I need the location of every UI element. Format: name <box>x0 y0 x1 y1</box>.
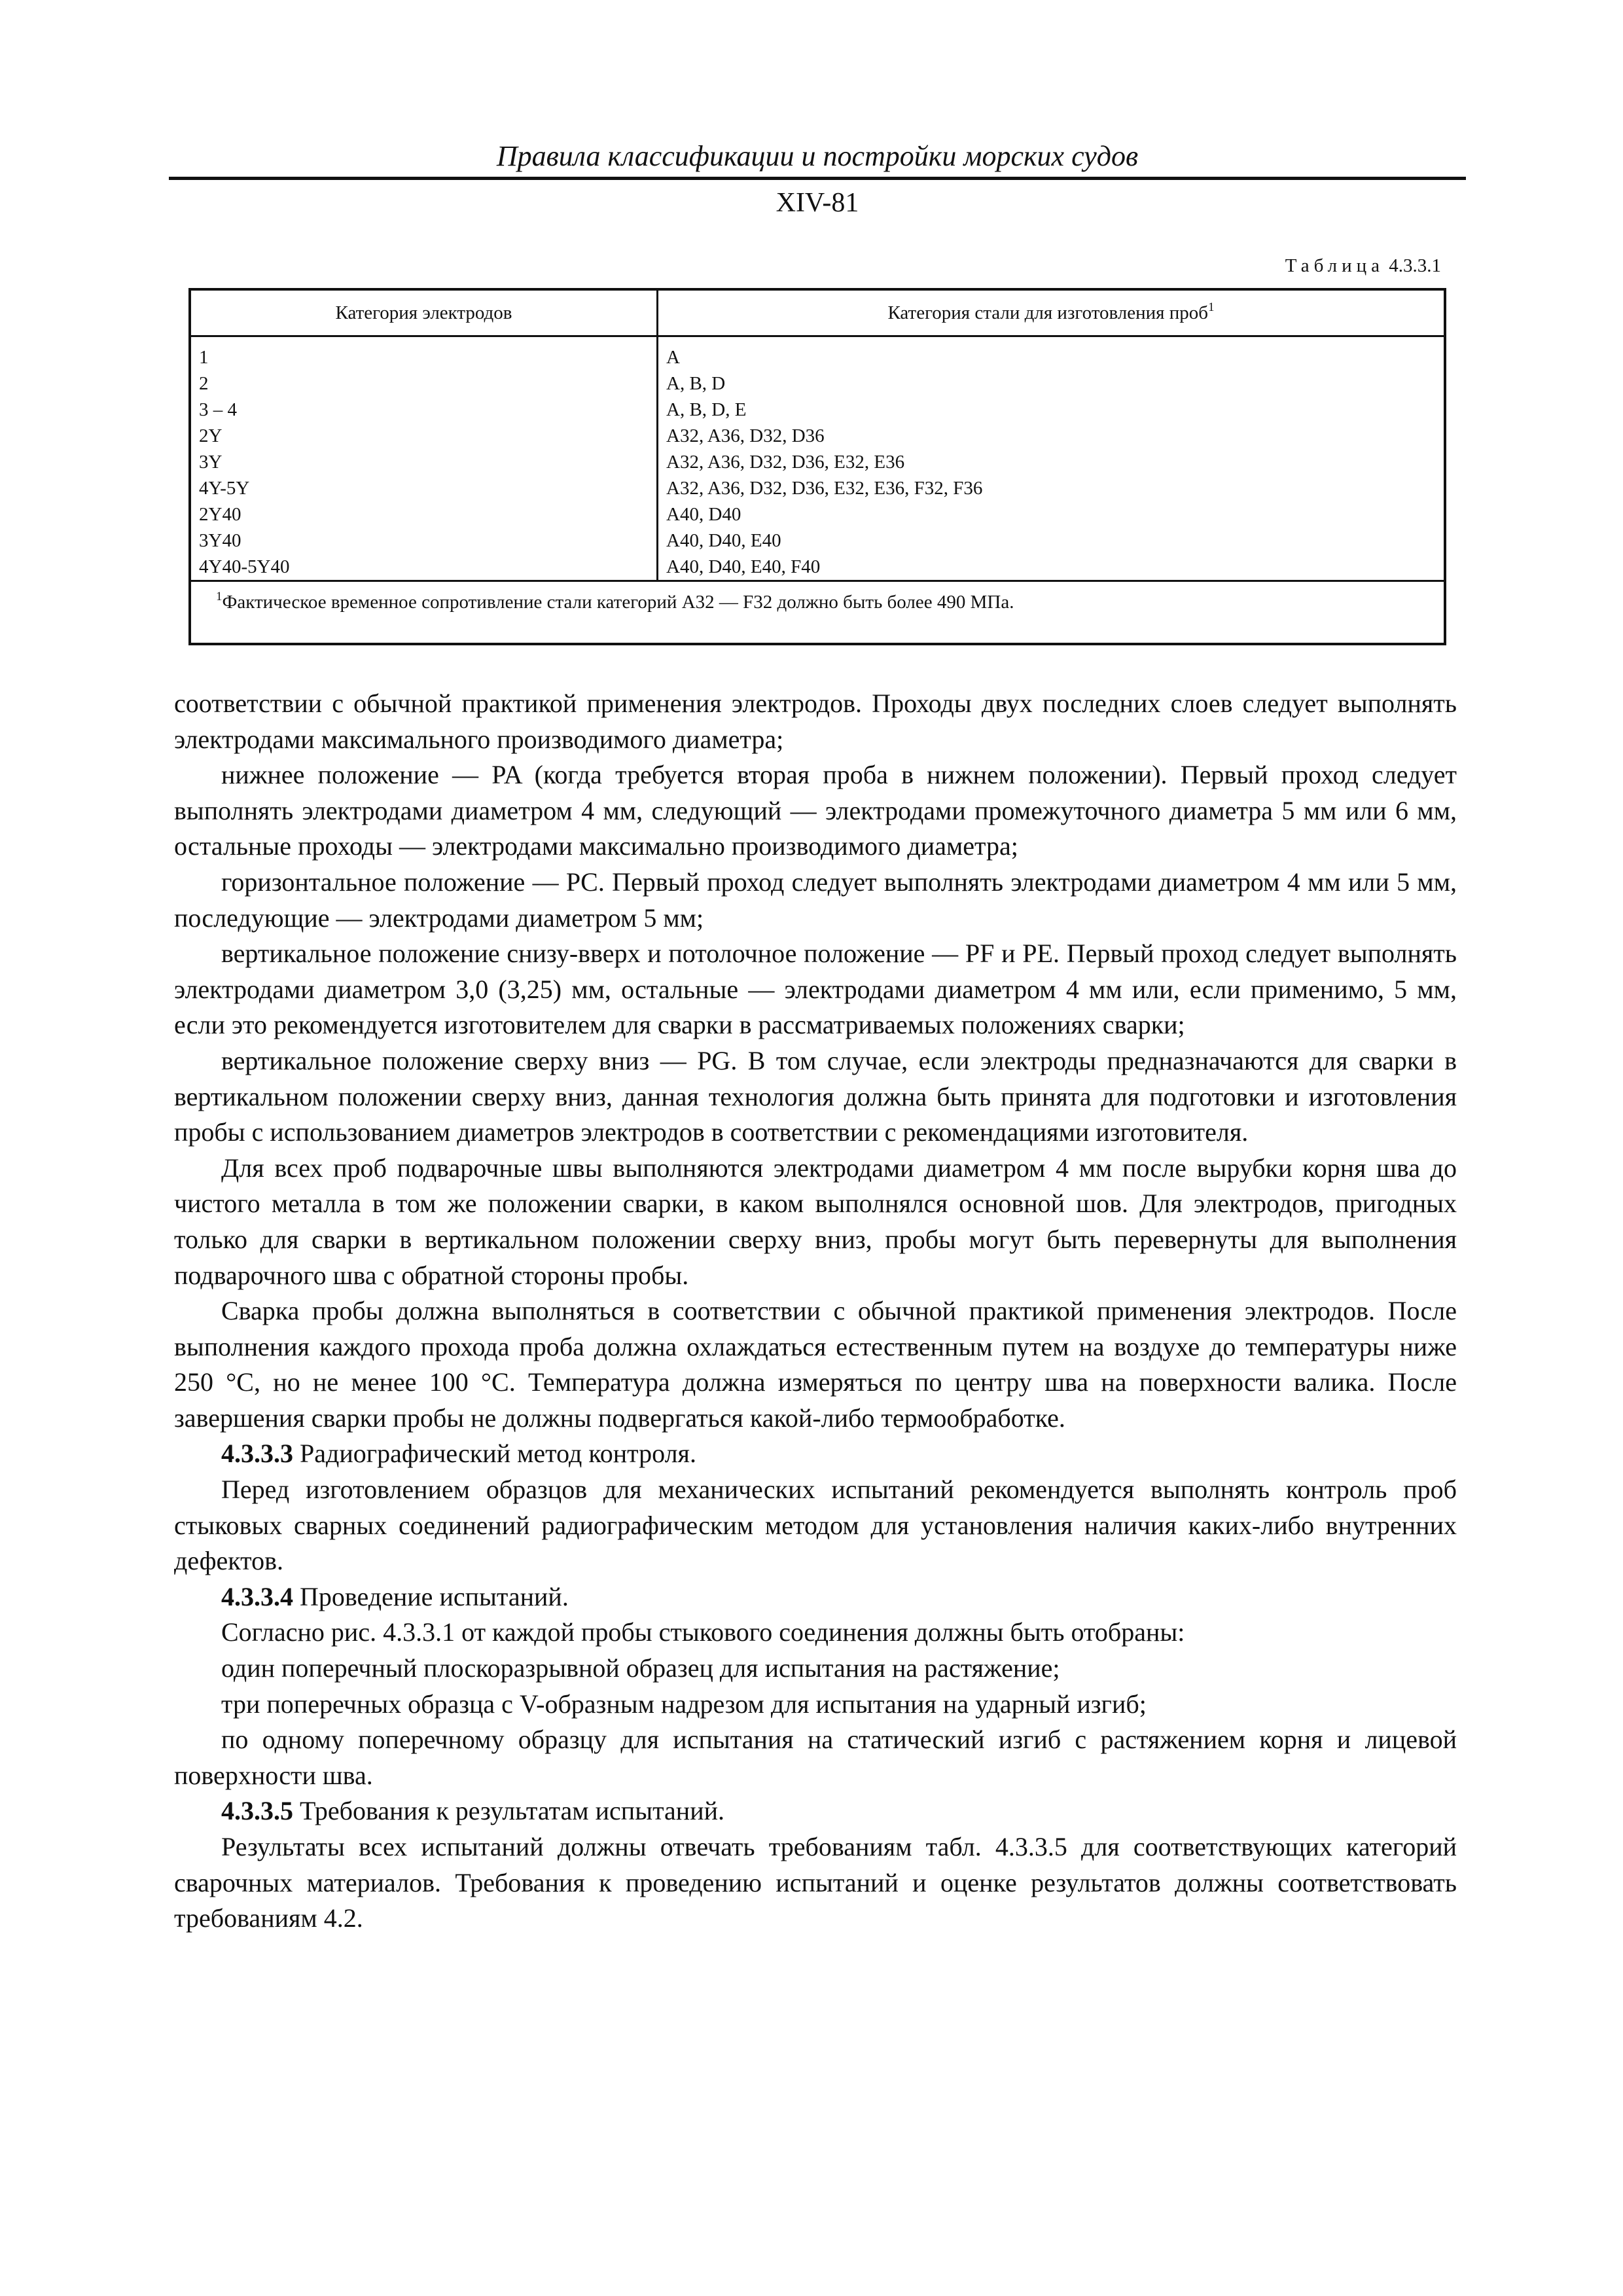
electrode-cell: 3Y <box>199 452 223 473</box>
electrode-cell: 2Y <box>199 425 223 446</box>
paragraph: Результаты всех испытаний должны отвечать требованиям табл. 4.3.3.5 для соответствующих категорий сварочных материалов. Требования к проведению испытаний и оценке результатов должны соответствовать требованиям 4.2. <box>174 1832 1457 1933</box>
paragraph: вертикальное положение снизу-вверх и потолочное положение — PF и PE. Первый проход следует выполнять электродами диаметром 3,0 (3,25) мм, остальные — электродами диаметром 4 мм или, если применимо, 5 мм, если это рекомендуется изготовителем для сварки в рассматриваемых положениях сварки; <box>174 939 1457 1040</box>
electrode-cell: 2 <box>199 373 209 394</box>
paragraph: нижнее положение — PA (когда требуется вторая проба в нижнем положении). Первый проход следует выполнять электродами диаметром 4 мм, следующий — электродами промежуточного диаметра 5 мм или 6 мм, остальные проходы — электродами максимально производимого диаметра; <box>174 760 1457 861</box>
body-text <box>174 686 1457 1937</box>
section-title: Требования к результатам испытаний. <box>300 1796 725 1826</box>
section-heading-4-3-3-5 <box>174 1793 1457 1829</box>
electrode-cell: 2Y40 <box>199 504 241 525</box>
section-heading-4-3-3-4 <box>174 1579 1457 1615</box>
steel-cell: A40, D40, E40, F40 <box>666 556 821 577</box>
page-number: XIV-81 <box>776 188 859 218</box>
table-row <box>191 554 1444 580</box>
table-row <box>191 370 1444 397</box>
section-title: Радиографический метод контроля. <box>300 1439 696 1469</box>
steel-cell: A32, A36, D32, D36, E32, E36 <box>666 452 905 473</box>
table-footnote <box>216 589 1014 615</box>
paragraph: вертикальное положение сверху вниз — PG. В том случае, если электроды предназначаются для сварки в вертикальном положении сверху вниз, данная технология должна быть принята для подготовки и изготовления пробы с использованием диаметров электродов в соответствии с рекомендациями изготовителя. <box>174 1045 1457 1147</box>
steel-cell: A40, D40, E40 <box>666 530 781 551</box>
steel-cell: A <box>666 347 680 368</box>
footnote-marker: 1 <box>216 590 223 603</box>
table-row <box>191 475 1444 501</box>
electrode-cell: 4Y-5Y <box>199 478 250 499</box>
table-row <box>191 344 1444 370</box>
paragraph: Для всех проб подварочные швы выполняются электродами диаметром 4 мм после вырубки корня шва до чистого металла в том же положении сварки, в каком выполнялся основной шов. Для электродов, пригодных только для сварки в вертикальном положении сверху вниз, пробы могут быть перевернуты для выполнения подварочного шва с обратной стороны пробы. <box>174 1153 1457 1290</box>
table-row <box>191 397 1444 423</box>
table-caption <box>1285 254 1441 278</box>
paragraph: Сварка пробы должна выполняться в соответствии с обычной практикой применения электродов. После выполнения каждого прохода проба должна охлаждаться естественным путем на воздухе до температуры ниже 250 °C, но не менее 100 °C. Температура должна измеряться по центру шва на поверхности валика. После завершения сварки пробы не должны подвергаться какой-либо термообработке. <box>174 1296 1457 1433</box>
electrode-cell: 1 <box>199 347 209 368</box>
electrode-cell: 4Y40-5Y40 <box>199 556 290 577</box>
steel-cell: A, B, D, E <box>666 399 747 420</box>
electrode-cell: 3 – 4 <box>199 399 237 420</box>
paragraph: Согласно рис. 4.3.3.1 от каждой пробы стыкового соединения должны быть отобраны: <box>221 1617 1185 1647</box>
section-number: 4.3.3.4 <box>221 1581 293 1611</box>
section-number: 4.3.3.3 <box>221 1439 293 1469</box>
table-body <box>191 344 1444 580</box>
table-row <box>191 423 1444 449</box>
column-header-electrode-category: Категория электродов <box>335 302 512 323</box>
table-header-row <box>191 291 1444 337</box>
paragraph: три поперечных образца с V-образным надрезом для испытания на ударный изгиб; <box>221 1689 1147 1719</box>
table-caption-word: Таблица <box>1285 255 1384 276</box>
section-heading-4-3-3-3 <box>174 1436 1457 1472</box>
column-header-steel-category <box>658 291 1444 335</box>
footnote-marker: 1 <box>1208 300 1215 314</box>
paragraph: соответствии с обычной практикой применения электродов. Проходы двух последних слоев следует выполнять электродами максимального производимого диаметра; <box>174 689 1457 754</box>
table-footnote-divider <box>191 580 1444 582</box>
table-footnote-text: Фактическое временное сопротивление стали категорий A32 — F32 должно быть более 490 МПа. <box>222 592 1014 613</box>
section-title: Проведение испытаний. <box>300 1581 569 1611</box>
table-row <box>191 501 1444 528</box>
steel-cell: A, B, D <box>666 373 726 394</box>
table-caption-number: 4.3.3.1 <box>1389 255 1441 276</box>
section-number: 4.3.3.5 <box>221 1796 293 1826</box>
header-rule <box>169 177 1466 180</box>
steel-cell: A32, A36, D32, D36 <box>666 425 825 446</box>
table-row <box>191 449 1444 475</box>
running-title: Правила классификации и постройки морских судов <box>496 140 1139 172</box>
paragraph: один поперечный плоскоразрывной образец для испытания на растяжение; <box>221 1653 1060 1683</box>
paragraph: по одному поперечному образцу для испытания на статический изгиб с растяжением корня и лицевой поверхности шва. <box>174 1725 1457 1790</box>
column-header-steel-category-text: Категория стали для изготовления проб <box>887 302 1209 323</box>
steel-cell: A32, A36, D32, D36, E32, E36, F32, F36 <box>666 478 983 499</box>
electrode-cell: 3Y40 <box>199 530 241 551</box>
table-row <box>191 528 1444 554</box>
paragraph: горизонтальное положение — PC. Первый проход следует выполнять электродами диаметром 4 мм или 5 мм, последующие — электродами диаметром 5 мм; <box>174 867 1457 933</box>
electrode-steel-table <box>188 288 1446 645</box>
steel-cell: A40, D40 <box>666 504 741 525</box>
paragraph: Перед изготовлением образцов для механических испытаний рекомендуется выполнять контроль проб стыковых сварных соединений радиографическим методом для установления наличия каких-либо внутренних дефектов. <box>174 1475 1457 1576</box>
